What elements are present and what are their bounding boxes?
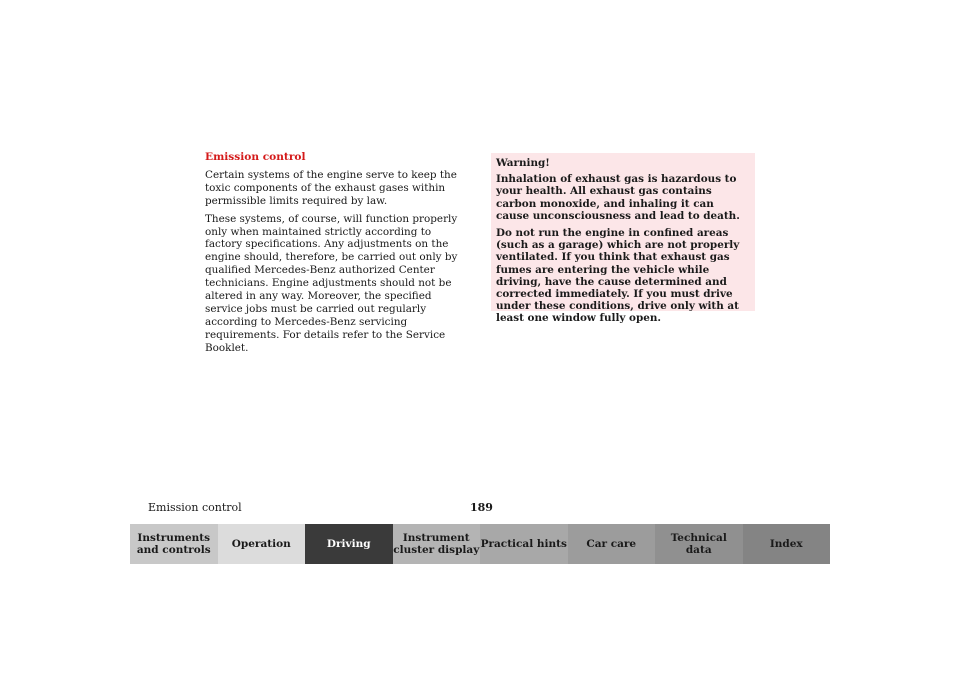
section-title: Emission control bbox=[205, 151, 306, 163]
warning-paragraph: Do not run the engine in confined areas (such as a garage) which are not properly ventilated. If you think that exhaust gas fumes are entering the vehicle while driving, have the cause determined and corrected immediately. If you must drive under these conditions, drive only with at least one window fully open. bbox=[496, 227, 740, 325]
tab-technical-data[interactable]: Technical data bbox=[655, 524, 743, 564]
tab-instrument-cluster-display[interactable]: Instrument cluster display bbox=[393, 524, 481, 564]
warning-box bbox=[491, 153, 755, 325]
footer-section-label: Emission control bbox=[148, 501, 242, 514]
warning-paragraph: Inhalation of exhaust gas is hazardous to your health. All exhaust gas contains carbon monoxide, and inhaling it can cause unconsciousness and lead to death. bbox=[496, 173, 740, 222]
page-number: 189 bbox=[470, 501, 493, 514]
main-content bbox=[205, 151, 470, 360]
body-paragraph: Certain systems of the engine serve to keep the toxic components of the exhaust gases within permissible limits required by law. bbox=[205, 168, 457, 207]
tab-car-care[interactable]: Car care bbox=[568, 524, 656, 564]
warning-title: Warning! bbox=[496, 157, 550, 169]
body-paragraph: These systems, of course, will function properly only when maintained strictly according to factory specifications. Any adjustments on the engine should, therefore, be carried out only by qualified Mercedes-Benz authorized Center technicians. Engine adjustments should not be altered in any way. Moreover, the specified service jobs must be carried out regularly according to Mercedes-Benz servicing requirements. For details refer to the Service Booklet. bbox=[205, 212, 458, 354]
tab-practical-hints[interactable]: Practical hints bbox=[480, 524, 568, 564]
tab-operation[interactable]: Operation bbox=[218, 524, 306, 564]
chapter-tabs bbox=[130, 524, 830, 564]
tab-index[interactable]: Index bbox=[743, 524, 831, 564]
tab-driving[interactable]: Driving bbox=[305, 524, 393, 564]
tab-instruments-and-controls[interactable]: Instruments and controls bbox=[130, 524, 218, 564]
